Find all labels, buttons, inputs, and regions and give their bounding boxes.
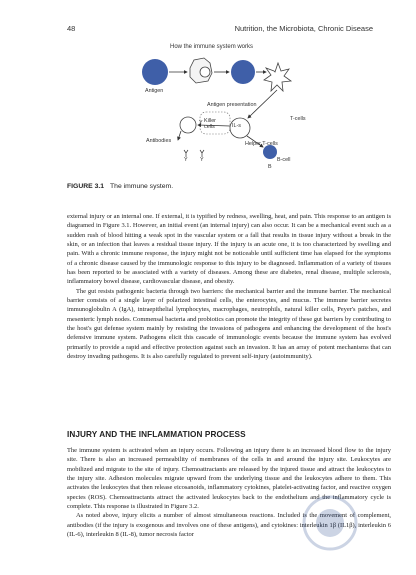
label-y: Y xyxy=(199,120,203,126)
label-killer-cells: Killer cells xyxy=(204,118,216,130)
figure-3-1 xyxy=(0,0,416,200)
paragraph: external injury or an internal one. If external, it is typified by redness, swelling, heat, and pain. This response to an antigen is diagramed in Figure 3.1. However, an initial event (an internal injury) can also occur. It can be a mechanical event such as a sudden rush of blood hitting a weak spot in the vascular system or a fall that results in tissue injury without a break in the skin, or an infection that leaves a residual tissue injury. If the injury is an acute one, it is too characterized by swelling and pain. With a chronic immune response, the injury might not be noticeable until sufficient time has elapsed for the symptoms of a chronic disease caused by the immunologic response to this injury to be diagnosed. Inflammation of a variety of tissues has been reported to be associated with a variety of diseases. Among these are diabetes, renal disease, multiple sclerosis, inflammatory bowel disease, cardiovascular disease, and obesity. xyxy=(67,213,391,286)
watermark-logo xyxy=(255,494,405,552)
label-y: Y xyxy=(184,157,188,163)
presenting-cell xyxy=(231,60,255,84)
immune-system-diagram xyxy=(0,0,416,200)
label-b-cell: B-cell xyxy=(277,157,291,163)
label-b: B xyxy=(268,164,272,170)
caption-text: The immune system. xyxy=(110,183,174,190)
b-cell-circle xyxy=(263,145,277,159)
page-number: 48 xyxy=(67,24,76,33)
t-cell-star xyxy=(264,63,291,91)
killer-cell xyxy=(180,117,196,133)
figure-caption xyxy=(67,183,173,190)
label-antigen-presentation: Antigen presentation xyxy=(207,102,257,108)
antigen-cell xyxy=(142,59,168,85)
section-heading: INJURY AND THE INFLAMMATION PROCESS xyxy=(67,430,246,439)
antibody-glyph xyxy=(200,150,204,157)
paragraph: The gut resists pathogenic bacteria through two barriers: the mechanical barrier and the immune barrier. The mechanical barrier consists of a single layer of polarized intestinal cells, the enterocytes, and mucus. The immune barrier secretes immunoglobulin A (IgA), intraepithelial lymphocytes, macrophages, neutrophils, natural killer cells, Peyer's patches, and mesenteric lymph nodes. Commensal bacteria and probiotics can promote the integrity of these gut barriers by contributing to the host's gut defense system mainly by resisting the invasions of pathogens and enhancing the development of the host's defensive immune system. Pathogens elicit this cascade of immunologic events because the immune system has evolved primarily to provide a rapid and effective protection against such an invasion. It has an array of potent mechanisms that can destroy invading pathogens. It is also carefully regulated to prevent self-injury (autoimmunity). xyxy=(67,287,391,361)
antibody-glyph xyxy=(184,150,188,157)
label-y: Y xyxy=(200,157,204,163)
label-t-cells: T-cells xyxy=(290,116,306,122)
paragraph: The immune system is activated when an injury occurs. Following an injury there is an increased blood flow to the injury site. There is also an increased permeability of membranes of the cells in and around the injury site. Leukocytes are mobilized and migrate to the site of injury. Chemoattractants are released by the injured tissue and attract the leukocytes to the injury site. Adhesion molecules migrate upward from the underlying tissue and the leukocytes adhere to them. This activates the leukocytes that then release eicosanoids, inflammatory cytokines, platelet-activating factor, and reactive oxygen species (ROS). Chemoattractants attract the activated leukocytes back to the endothelium and the inflammatory cycle is complete. This response is illustrated in Figure 3.2. xyxy=(67,447,391,511)
caption-number: FIGURE 3.1 xyxy=(67,183,105,190)
label-il-s: IL-s xyxy=(232,123,241,129)
arrow-killer-antibodies xyxy=(178,131,181,140)
label-antigen: Antigen xyxy=(145,88,164,94)
engulfed-antigen xyxy=(200,67,210,77)
body-text-top xyxy=(67,212,391,362)
running-title: Nutrition, the Microbiota, Chronic Disease xyxy=(234,24,373,33)
label-helper-t-cells: Helper T-cells xyxy=(245,141,278,147)
figure-title: How the immune system works xyxy=(170,44,254,50)
paragraph: As noted above, injury elicits a number of almost simultaneous reactions. Included is the movement of complement, antibodies (if the injury is exogenous and involves one of these antigens), and cytokines: interleukin 1β (IL1β), interleukin 6 (IL-6), interleukin 8 (IL-8), tumor necrosis factor xyxy=(67,512,391,539)
label-antibodies: Antibodies xyxy=(146,138,172,144)
